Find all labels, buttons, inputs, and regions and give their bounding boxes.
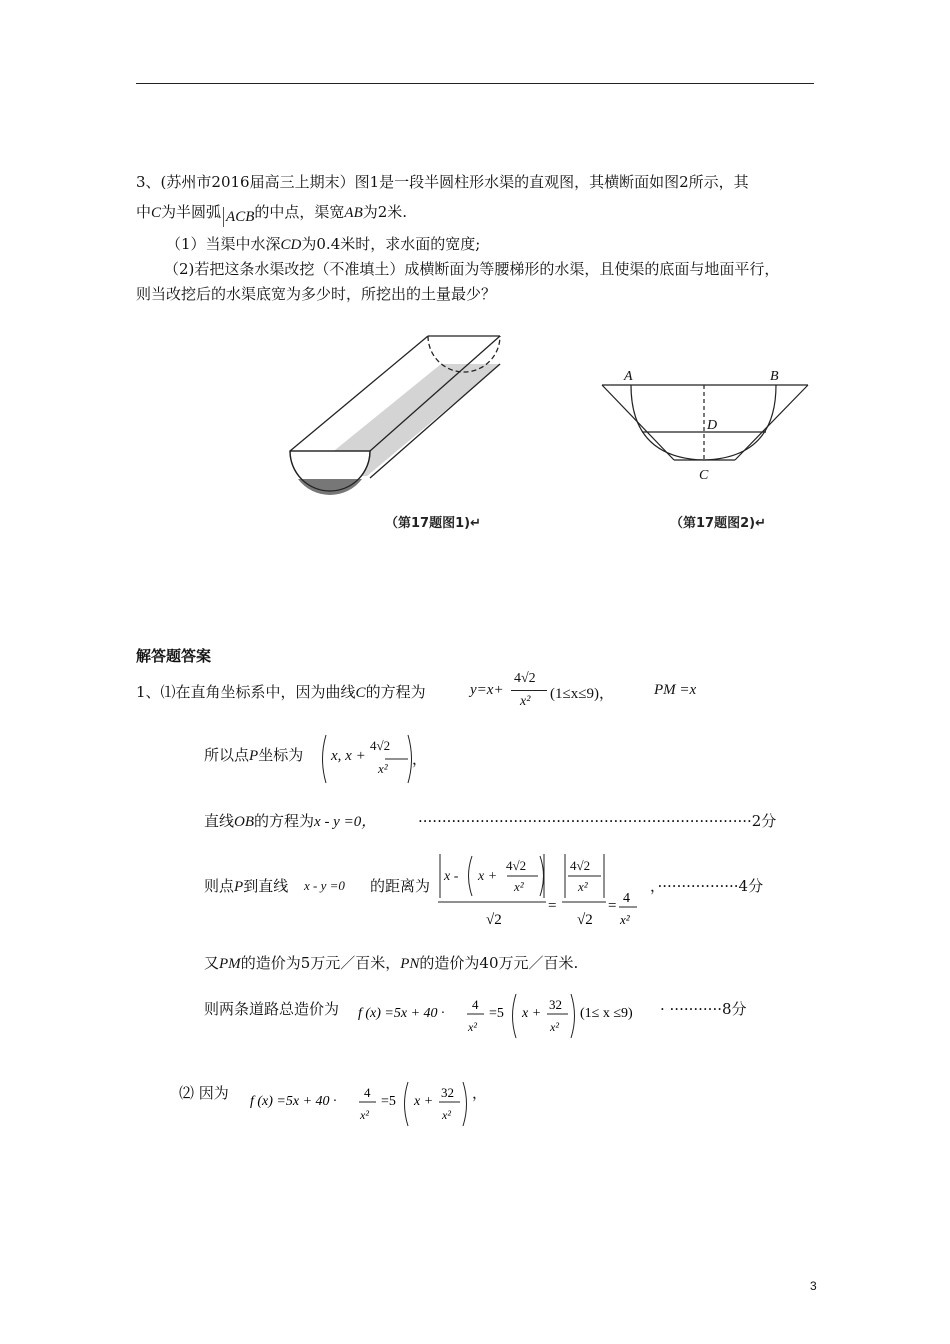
distance-label: 的距离为	[370, 877, 431, 895]
answer-line-4: 则点P到直线	[204, 877, 289, 895]
figure-1-caption: （第17题图1)↵	[385, 516, 481, 531]
frac-den-1: x²	[520, 694, 531, 709]
page-number: 3	[810, 1279, 817, 1293]
svg-text:=: =	[548, 898, 557, 914]
svg-text:(1≤ x ≤9): (1≤ x ≤9)	[580, 1006, 633, 1021]
denom-sqrt2: √2	[486, 912, 502, 928]
svg-text:x²: x²	[620, 912, 630, 927]
problem-line-1: 3、(苏州市2016届高三上期末）图1是一段半圆柱形水渠的直观图，其横断面如图2所示，其	[136, 173, 749, 191]
question-1: （1）当渠中水深CD为0.4米时，求水面的宽度;	[166, 235, 481, 253]
answer-line-2: 所以点P坐标为	[204, 746, 304, 764]
score-8: · ···········8分	[660, 1000, 747, 1018]
pm-equals-x: PM =x	[654, 682, 697, 698]
svg-text:x²: x²	[360, 1108, 369, 1122]
header-rule	[136, 83, 814, 84]
answer-line-6: 则两条道路总造价为	[204, 1000, 340, 1018]
point-p-coord: x, x +	[331, 748, 366, 764]
distance-formula	[434, 852, 654, 930]
frac-bar-1	[511, 690, 547, 691]
answers-heading: 解答题答案	[136, 647, 212, 665]
svg-text:=5: =5	[381, 1094, 396, 1109]
question-2-line-2: 则当改挖后的水渠底宽为多少时，所挖出的土量最少？	[136, 285, 497, 303]
svg-text:x²: x²	[468, 1020, 477, 1034]
comma-7: ，	[472, 1084, 488, 1102]
svg-text:32: 32	[441, 1085, 454, 1100]
answer-line-1: 1、⑴在直角坐标系中，因为曲线C的方程为	[136, 683, 426, 701]
svg-text:f (x) =5x + 40 ·: f (x) =5x + 40 ·	[358, 1006, 445, 1021]
frac-den-4a: x²	[514, 879, 524, 894]
label-a: A	[624, 369, 633, 384]
svg-text:4: 4	[623, 891, 630, 906]
svg-text:32: 32	[549, 997, 562, 1012]
score-2: ······································································2分	[418, 812, 777, 830]
svg-text:√2: √2	[577, 912, 593, 928]
frac-den-2: x²	[378, 761, 388, 776]
frac-den-4b: x²	[578, 879, 588, 894]
figure-2-caption: （第17题图2)↵	[670, 516, 766, 531]
label-b: B	[770, 369, 779, 384]
frac-num-4b: 4√2	[570, 858, 591, 873]
problem-line-2: 中C为半圆弧 ACB的中点，渠宽AB为2米.	[136, 203, 408, 225]
curve-equation-lhs: y=x+	[470, 682, 504, 698]
svg-text:x²: x²	[550, 1020, 559, 1034]
figure-1-channel	[285, 328, 505, 500]
line-eq-small: x - y =0	[304, 878, 345, 893]
total-cost-formula	[358, 990, 668, 1046]
answer-line-7: ⑵ 因为	[179, 1084, 229, 1102]
score-4: ，·················4分	[650, 877, 764, 895]
svg-text:4: 4	[364, 1085, 371, 1100]
label-c: C	[699, 468, 709, 483]
svg-text:f (x) =5x + 40 ·: f (x) =5x + 40 ·	[250, 1094, 337, 1109]
comma-2: ，	[412, 752, 428, 768]
svg-text:x +: x +	[522, 1006, 542, 1021]
frac-num-1: 4√2	[514, 671, 536, 686]
frac-num-2: 4√2	[370, 738, 391, 753]
arc-acb: ACB	[223, 207, 254, 227]
svg-text:4: 4	[472, 997, 479, 1012]
frac-num-4a: 4√2	[506, 858, 527, 873]
curve-range: (1≤x≤9)，	[550, 686, 614, 702]
question-2-line-1: （2)若把这条水渠改挖（不准填土）成横断面为等腰梯形的水渠，且使渠的底面与地面平行，	[164, 260, 780, 278]
cost-formula-part2	[250, 1078, 490, 1134]
svg-text:=: =	[608, 898, 617, 914]
svg-text:=5: =5	[489, 1006, 504, 1021]
label-d: D	[707, 418, 718, 433]
svg-text:x +: x +	[414, 1094, 434, 1109]
answer-line-3: 直线OB的方程为x - y =0，	[204, 812, 377, 830]
svg-text:x²: x²	[442, 1108, 451, 1122]
answer-line-5: 又PM的造价为5万元／百米，PN的造价为40万元／百米.	[204, 954, 579, 972]
